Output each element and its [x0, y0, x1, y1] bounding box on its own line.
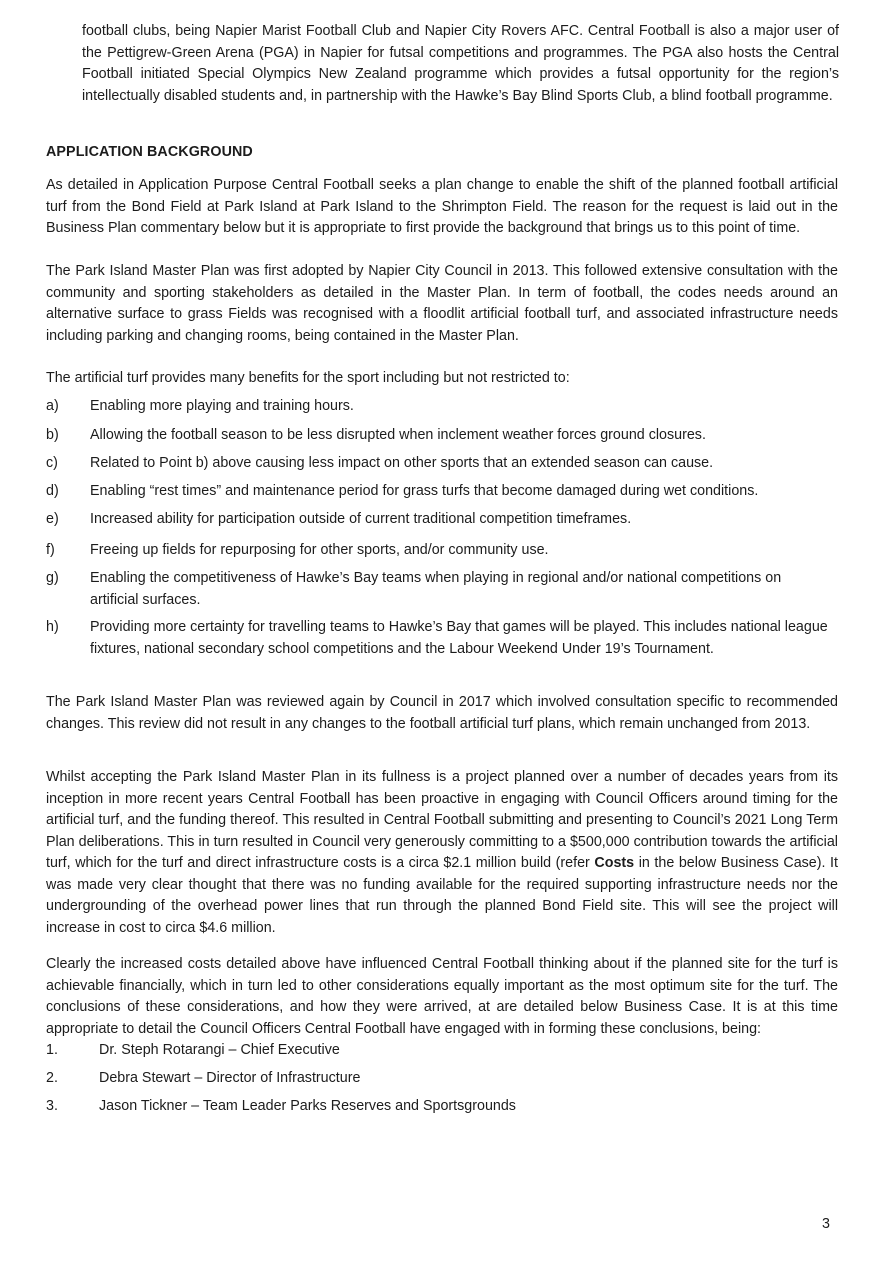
list-item-text: Dr. Steph Rotarangi – Chief Executive — [99, 1042, 340, 1058]
list-marker: d) — [46, 483, 59, 499]
list-item-text: Allowing the football season to be less disrupted when inclement weather forces ground closures. — [90, 427, 706, 443]
paragraph-master-plan-review: The Park Island Master Plan was reviewed again by Council in 2017 which involved consultation specific to recommended changes. This review did not result in any changes to the football artificial turf plans, which remain unchanged from 2013. — [46, 694, 838, 732]
paragraph-benefits-intro: The artificial turf provides many benefits for the sport including but not restricted to: — [46, 370, 570, 386]
paragraph-increased-costs: Clearly the increased costs detailed above have influenced Central Football thinking about if the planned site for the turf is achievable financially, which in turn led to other considerations equally important as the most optimum site for the turf. The conclusions of these considerations, and how they were arrived, at are detailed below Business Case. It is at this time appropriate to detail the Council Officers Central Football have engaged with in forming these conclusions, being: — [46, 956, 838, 1037]
funding-text-part: in the below Business Case). It was made very clear thought that there was no funding available for the required supporting infrastructure needs nor the undergrounding of the overhead power lines that run through the planned Bond Field site. This will see the project will increase in cost to circa $4.6 million. — [46, 855, 838, 936]
list-item-text: Jason Tickner – Team Leader Parks Reserves and Sportsgrounds — [99, 1098, 516, 1114]
list-marker: c) — [46, 455, 58, 471]
list-item-text: Enabling more playing and training hours. — [90, 398, 354, 414]
list-item-text: Debra Stewart – Director of Infrastructure — [99, 1070, 361, 1086]
paragraph-application-purpose: As detailed in Application Purpose Central Football seeks a plan change to enable the shift of the planned football artificial turf from the Bond Field at Park Island at Park Island to the Shrimpton Field. The reason for the request is laid out in the Business Plan commentary below but it is appropriate to first provide the background that brings us to this point of time. — [46, 177, 838, 236]
funding-text-part: Whilst accepting the Park Island Master Plan in its fullness is a project planned over a number of decades years from its inception in more recent years Central Football has been proactive in engaging with Council Officers around timing for the artificial turf, and the funding thereof. This resulted in Central Football submitting and presenting to Council’s 2021 Long Term Plan deliberations. This in turn resulted in Council very generously committing to a $500,000 contribution towards the artificial turf, which for the turf and direct infrastructure costs is a circa $2.1 million build (refer — [46, 769, 838, 871]
paragraph-funding — [46, 767, 838, 939]
list-item-text: Enabling the competitiveness of Hawke’s Bay teams when playing in regional and/or national competitions on artificial surfaces. — [90, 570, 782, 608]
intro-continuation-paragraph: football clubs, being Napier Marist Football Club and Napier City Rovers AFC. Central Football is also a major user of the Pettigrew-Green Arena (PGA) in Napier for futsal competitions and programmes. The PGA also hosts the Central Football initiated Special Olympics New Zealand programme which provides a futsal opportunity for the region’s intellectually disabled students and, in partnership with the Hawke’s Bay Blind Sports Club, a blind football programme. — [82, 23, 839, 104]
list-marker: g) — [46, 570, 59, 586]
list-item-text: Enabling “rest times” and maintenance period for grass turfs that become damaged during wet conditions. — [90, 483, 759, 499]
list-marker: e) — [46, 511, 59, 527]
costs-emphasis: Costs — [594, 855, 635, 871]
section-heading: APPLICATION BACKGROUND — [46, 144, 253, 160]
list-marker: 1. — [46, 1042, 58, 1058]
list-marker: b) — [46, 427, 59, 443]
list-item-text: Related to Point b) above causing less impact on other sports that an extended season can cause. — [90, 455, 714, 471]
page-number: 3 — [822, 1216, 830, 1232]
list-marker: f) — [46, 542, 55, 558]
paragraph-master-plan-adoption: The Park Island Master Plan was first adopted by Napier City Council in 2013. This followed extensive consultation with the community and sporting stakeholders as detailed in the Master Plan. In term of football, the codes needs around an alternative surface to grass Fields was recognised with a floodlit artificial football turf, and associated infrastructure needs including parking and changing rooms, being contained in the Master Plan. — [46, 263, 838, 344]
list-item-text: Providing more certainty for travelling teams to Hawke’s Bay that games will be played. This includes national league fixtures, national secondary school competitions and the Labour Weekend Under 19’s Tournament. — [90, 619, 828, 657]
list-marker: 2. — [46, 1070, 58, 1086]
list-marker: a) — [46, 398, 59, 414]
list-item-text: Increased ability for participation outside of current traditional competition timeframes. — [90, 511, 632, 527]
list-item-text: Freeing up fields for repurposing for other sports, and/or community use. — [90, 542, 549, 558]
list-marker: 3. — [46, 1098, 58, 1114]
list-marker: h) — [46, 619, 59, 635]
